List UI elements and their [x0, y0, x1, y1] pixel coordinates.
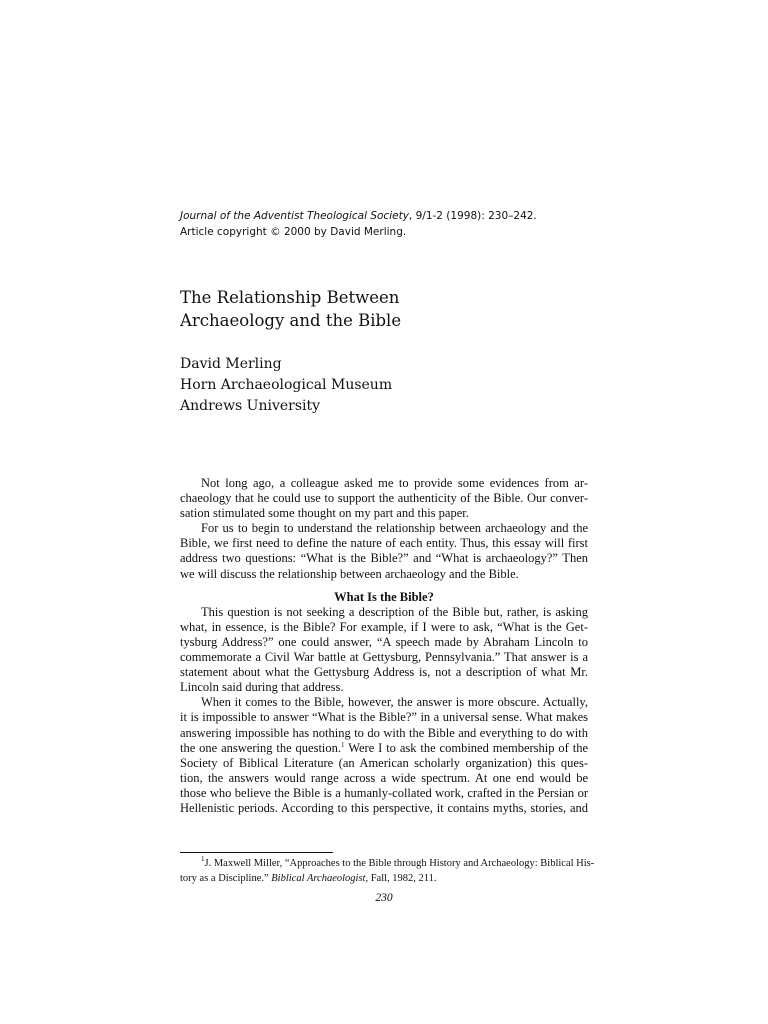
- text-line: address two questions: “What is the Bible?” and “What is archaeology?” Then: [180, 551, 588, 566]
- author-institution: Andrews University: [180, 398, 321, 414]
- text-line: This question is not seeking a description of the Bible but, rather, is asking: [201, 604, 588, 619]
- footnote: [180, 855, 595, 886]
- text-line: Lincoln said during that address.: [180, 680, 344, 695]
- text-line: Bible, we first need to define the nature of each entity. Thus, this essay will first: [180, 536, 588, 551]
- citation-journal-line: [180, 208, 600, 224]
- citation-block: [180, 208, 600, 240]
- paragraph: [180, 695, 588, 816]
- journal-name: Journal of the Adventist Theological Society: [180, 210, 409, 222]
- text-line: chaeology that he could use to support the authenticity of the Bible. Our conver-: [180, 491, 588, 506]
- footnote-line: [180, 871, 588, 886]
- footnote-text: J. Maxwell Miller, “Approaches to the Bible through History and Archaeology: Biblical His-: [204, 858, 595, 869]
- paragraph: [180, 521, 588, 581]
- text-line: those who believe the Bible is a humanly-collated work, crafted in the Persian or: [180, 785, 588, 800]
- footnote-number: 1: [201, 855, 205, 863]
- page-number: 230: [375, 892, 393, 904]
- author-name: David Merling: [180, 356, 282, 372]
- text-line: tion, the answers would range across a wide spectrum. At one end would be: [180, 770, 588, 785]
- article-body: [180, 476, 588, 816]
- text-line: answering impossible has nothing to do with the Bible and everything to do with: [180, 725, 588, 740]
- text-line: it is impossible to answer “What is the Bible?” in a universal sense. What makes: [180, 710, 588, 725]
- text-segment: Were I to ask the combined membership of the: [348, 740, 588, 755]
- text-line: When it comes to the Bible, however, the answer is more obscure. Actually,: [201, 695, 588, 710]
- author-block: [180, 354, 600, 417]
- paragraph: [180, 605, 588, 696]
- copyright-line: Article copyright © 2000 by David Merling.: [180, 226, 407, 238]
- footnote-divider: [180, 852, 333, 853]
- footnote-reference[interactable]: 1: [341, 740, 345, 749]
- text-line: [180, 741, 588, 756]
- text-line: what, in essence, is the Bible? For example, if I were to ask, “What is the Get-: [180, 619, 588, 634]
- article-title-line: The Relationship Between: [180, 288, 400, 307]
- text-line: statement about what the Gettysburg Address is, not a description of what Mr.: [180, 665, 588, 680]
- journal-issue: , 9/1-2 (1998): 230–242.: [408, 210, 537, 222]
- paragraph: [180, 476, 588, 521]
- section-heading: What Is the Bible?: [334, 589, 434, 604]
- footnote-line: [180, 855, 595, 871]
- text-line: Hellenistic periods. According to this perspective, it contains myths, stories, and: [180, 800, 588, 815]
- text-line: we will discuss the relationship between archaeology and the Bible.: [180, 566, 519, 581]
- footnote-text: tory as a Discipline.”: [180, 873, 272, 884]
- text-line: For us to begin to understand the relationship between archaeology and the: [201, 521, 588, 536]
- footnote-journal: Biblical Archaeologist,: [271, 873, 369, 884]
- text-line: Not long ago, a colleague asked me to provide some evidences from ar-: [201, 476, 588, 490]
- article-title-line: Archaeology and the Bible: [180, 311, 402, 330]
- article-title: [180, 286, 600, 332]
- author-affiliation: Horn Archaeological Museum: [180, 377, 393, 393]
- text-line: sation stimulated some thought on my part and this paper.: [180, 506, 469, 521]
- text-line: tysburg Address?” one could answer, “A speech made by Abraham Lincoln to: [180, 634, 588, 649]
- text-line: Society of Biblical Literature (an American scholarly organization) this ques-: [180, 755, 588, 770]
- text-segment: the one answering the question.: [180, 740, 342, 755]
- footnote-text: Fall, 1982, 211.: [368, 873, 437, 884]
- text-line: commemorate a Civil War battle at Gettysburg, Pennsylvania.” That answer is a: [180, 650, 588, 665]
